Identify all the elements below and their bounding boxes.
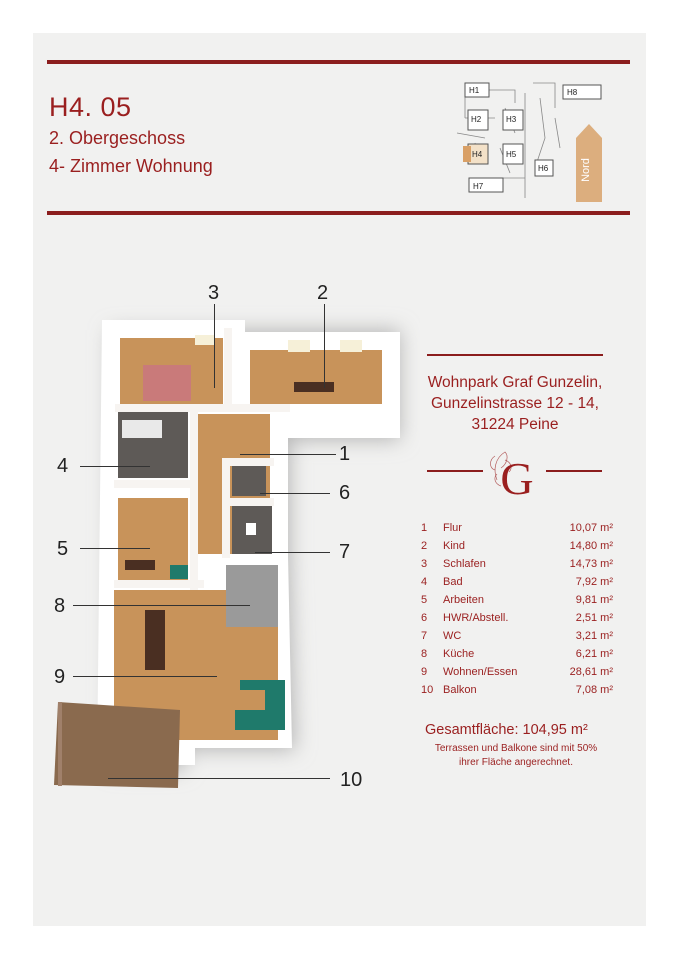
balcony-floor bbox=[54, 702, 180, 788]
room-name: Arbeiten bbox=[443, 594, 484, 606]
balcony-railing bbox=[58, 702, 62, 786]
leader-line bbox=[80, 466, 150, 467]
floor-plan-render bbox=[40, 270, 420, 800]
callout-2: 2 bbox=[317, 282, 329, 304]
room-number: 4 bbox=[421, 576, 428, 588]
address-line-3: 31224 Peine bbox=[471, 416, 559, 433]
callout-5: 5 bbox=[57, 538, 69, 560]
address-top-rule bbox=[427, 354, 603, 356]
building-label: H7 bbox=[473, 182, 484, 191]
bed bbox=[143, 365, 191, 401]
leader-line bbox=[255, 552, 330, 553]
room-name: Schlafen bbox=[443, 558, 486, 570]
wc-fixture bbox=[246, 523, 256, 535]
armchair bbox=[170, 565, 188, 579]
room-number: 9 bbox=[421, 666, 428, 678]
header-bottom-rule bbox=[47, 211, 630, 215]
room-area: 14,80 m² bbox=[569, 540, 613, 552]
room-row bbox=[421, 630, 613, 648]
callout-6: 6 bbox=[339, 482, 351, 504]
room-kind-floor bbox=[250, 350, 382, 404]
north-label: Nord bbox=[580, 158, 592, 182]
leader-line bbox=[260, 493, 330, 494]
room-row bbox=[421, 558, 613, 576]
unit-title: H4. 05 bbox=[49, 92, 132, 122]
room-name: WC bbox=[443, 630, 462, 642]
balcony-note-line-1: Terrassen und Balkone sind mit 50% bbox=[434, 743, 598, 754]
callout-1: 1 bbox=[339, 443, 351, 465]
desk-arbeiten bbox=[125, 560, 155, 570]
room-row bbox=[421, 666, 613, 684]
leader-line bbox=[80, 548, 150, 549]
desk bbox=[294, 382, 334, 392]
room-name: Kind bbox=[443, 540, 466, 552]
building-label: H5 bbox=[506, 150, 517, 159]
balcony-note-line-2: ihrer Fläche angerechnet. bbox=[459, 757, 573, 768]
room-number: 3 bbox=[421, 558, 428, 570]
leader-line bbox=[324, 304, 325, 388]
room-name: Flur bbox=[443, 522, 462, 534]
callout-10: 10 bbox=[340, 769, 363, 791]
room-area: 28,61 m² bbox=[569, 666, 613, 678]
room-name: Küche bbox=[443, 648, 475, 660]
room-number: 5 bbox=[421, 594, 428, 606]
north-arrow-icon bbox=[576, 124, 602, 202]
apartment-type: 4- Zimmer Wohnung bbox=[49, 156, 213, 176]
callout-3: 3 bbox=[208, 282, 220, 304]
callout-4: 4 bbox=[57, 455, 69, 477]
building-label: H6 bbox=[538, 164, 549, 173]
room-area: 10,07 m² bbox=[569, 522, 613, 534]
building-label: H4 bbox=[472, 150, 483, 159]
logo-letter: G bbox=[500, 453, 534, 502]
room-row bbox=[421, 648, 613, 666]
room-area: 3,21 m² bbox=[575, 630, 613, 642]
callout-9: 9 bbox=[54, 666, 66, 688]
balcony-note bbox=[425, 742, 607, 770]
bathtub bbox=[122, 420, 162, 438]
room-list bbox=[421, 522, 613, 702]
room-area: 9,81 m² bbox=[575, 594, 613, 606]
building-label: H1 bbox=[469, 86, 480, 95]
room-row bbox=[421, 684, 613, 702]
room-row bbox=[421, 522, 613, 540]
dining-table bbox=[145, 610, 165, 670]
leader-line bbox=[240, 454, 336, 455]
room-name: Balkon bbox=[443, 684, 477, 696]
room-row bbox=[421, 576, 613, 594]
logo-rule-right bbox=[546, 470, 602, 472]
address-line-1: Wohnpark Graf Gunzelin, bbox=[427, 374, 603, 391]
room-row bbox=[421, 612, 613, 630]
room-area: 2,51 m² bbox=[575, 612, 613, 624]
callout-8: 8 bbox=[54, 595, 66, 617]
floor-label: 2. Obergeschoss bbox=[49, 128, 186, 148]
room-number: 6 bbox=[421, 612, 428, 624]
leader-line bbox=[108, 778, 330, 779]
room-number: 1 bbox=[421, 522, 428, 534]
callout-7: 7 bbox=[339, 541, 351, 563]
unit-highlight bbox=[463, 146, 471, 162]
header-top-rule bbox=[47, 60, 630, 64]
room-row bbox=[421, 540, 613, 558]
room-name: HWR/Abstell. bbox=[443, 612, 509, 624]
logo-rule-left bbox=[427, 470, 483, 472]
total-area: Gesamtfläche: 104,95 m² bbox=[425, 722, 588, 738]
room-number: 2 bbox=[421, 540, 428, 552]
address-line-2: Gunzelinstrasse 12 - 14, bbox=[430, 395, 599, 412]
room-number: 10 bbox=[421, 684, 434, 696]
room-name: Wohnen/Essen bbox=[443, 666, 518, 678]
leader-line bbox=[73, 605, 250, 606]
building-label: H2 bbox=[471, 115, 482, 124]
room-area: 14,73 m² bbox=[569, 558, 613, 570]
room-area: 7,92 m² bbox=[575, 576, 613, 588]
building-label: H8 bbox=[567, 88, 578, 97]
room-kueche-counter bbox=[226, 565, 278, 627]
leader-line bbox=[214, 304, 215, 388]
room-name: Bad bbox=[443, 576, 463, 588]
logo-g-icon bbox=[483, 440, 545, 502]
room-hwr-floor bbox=[232, 466, 266, 496]
leader-line bbox=[73, 676, 217, 677]
room-area: 6,21 m² bbox=[575, 648, 613, 660]
room-row bbox=[421, 594, 613, 612]
building-label: H3 bbox=[506, 115, 517, 124]
room-number: 8 bbox=[421, 648, 428, 660]
room-area: 7,08 m² bbox=[575, 684, 613, 696]
room-number: 7 bbox=[421, 630, 428, 642]
